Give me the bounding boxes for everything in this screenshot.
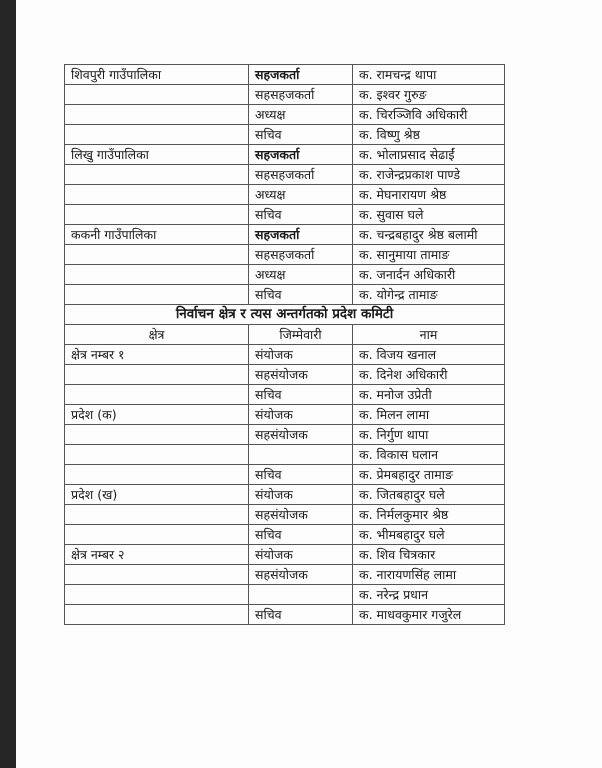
name-cell: क. नारायणसिंह लामा <box>353 565 505 585</box>
table-row <box>65 485 505 505</box>
table-row <box>65 605 505 625</box>
role-cell <box>249 445 353 465</box>
header-responsibility: जिम्मेवारी <box>249 325 353 345</box>
table-row <box>65 105 505 125</box>
area-cell <box>65 565 249 585</box>
area-cell <box>65 385 249 405</box>
role-cell: सहसहजकर्ता <box>249 85 353 105</box>
table-row <box>65 145 505 165</box>
name-cell: क. माधवकुमार गजुरेल <box>353 605 505 625</box>
table-row <box>65 165 505 185</box>
table-row <box>65 465 505 485</box>
area-cell <box>65 585 249 605</box>
area-cell: क्षेत्र नम्बर २ <box>65 545 249 565</box>
table-row <box>65 85 505 105</box>
role-cell: अध्यक्ष <box>249 185 353 205</box>
section-heading: निर्वाचन क्षेत्र र त्यस अन्तर्गतको प्रदेश कमिटी <box>65 305 505 325</box>
name-cell: क. सानुमाया तामाङ <box>353 245 505 265</box>
table-row <box>65 505 505 525</box>
palika-cell <box>65 245 249 265</box>
role-cell <box>249 585 353 605</box>
role-cell: सचिव <box>249 525 353 545</box>
name-cell: क. प्रेमबहादुर तामाङ <box>353 465 505 485</box>
name-cell: क. मिलन लामा <box>353 405 505 425</box>
area-cell <box>65 445 249 465</box>
table-row <box>65 265 505 285</box>
table-row <box>65 405 505 425</box>
committee-table <box>64 64 505 625</box>
role-cell: संयोजक <box>249 405 353 425</box>
palika-cell: शिवपुरी गाउँपालिका <box>65 65 249 85</box>
name-cell: क. भोलाप्रसाद सेढाईं <box>353 145 505 165</box>
role-cell: संयोजक <box>249 545 353 565</box>
name-cell: क. जितबहादुर घले <box>353 485 505 505</box>
name-cell: क. निर्मलकुमार श्रेष्ठ <box>353 505 505 525</box>
name-cell: क. मेघनारायण श्रेष्ठ <box>353 185 505 205</box>
palika-cell <box>65 105 249 125</box>
name-cell: क. दिनेश अधिकारी <box>353 365 505 385</box>
role-cell: सचिव <box>249 465 353 485</box>
table-row <box>65 205 505 225</box>
area-cell <box>65 365 249 385</box>
name-cell: क. नरेन्द्र प्रधान <box>353 585 505 605</box>
table-row <box>65 585 505 605</box>
role-cell: सचिव <box>249 385 353 405</box>
name-cell: क. मनोज उप्रेती <box>353 385 505 405</box>
name-cell: क. चन्द्रबहादुर श्रेष्ठ बलामी <box>353 225 505 245</box>
name-cell: क. राजेन्द्रप्रकाश पाण्डे <box>353 165 505 185</box>
role-cell: सहसंयोजक <box>249 365 353 385</box>
table-row <box>65 285 505 305</box>
section-heading-row <box>65 305 505 325</box>
palika-cell <box>65 165 249 185</box>
table-row <box>65 545 505 565</box>
table-row <box>65 425 505 445</box>
role-cell: सहसहजकर्ता <box>249 165 353 185</box>
palika-cell: लिखु गाउँपालिका <box>65 145 249 165</box>
palika-cell <box>65 125 249 145</box>
table-row <box>65 365 505 385</box>
palika-cell: ककनी गाउँपालिका <box>65 225 249 245</box>
role-cell: संयोजक <box>249 485 353 505</box>
name-cell: क. शिव चित्रकार <box>353 545 505 565</box>
palika-cell <box>65 185 249 205</box>
name-cell: क. जनार्दन अधिकारी <box>353 265 505 285</box>
table-row <box>65 345 505 365</box>
role-cell: अध्यक्ष <box>249 105 353 125</box>
area-cell <box>65 465 249 485</box>
area-cell: प्रदेश (क) <box>65 405 249 425</box>
header-name: नाम <box>353 325 505 345</box>
role-cell: सचिव <box>249 605 353 625</box>
name-cell: क. योगेन्द्र तामाङ <box>353 285 505 305</box>
area-cell <box>65 605 249 625</box>
role-cell: सचिव <box>249 285 353 305</box>
palika-cell <box>65 205 249 225</box>
table-row <box>65 525 505 545</box>
table-row <box>65 125 505 145</box>
role-cell: सहजकर्ता <box>249 225 353 245</box>
role-cell: सहसंयोजक <box>249 565 353 585</box>
area-cell: क्षेत्र नम्बर १ <box>65 345 249 365</box>
area-cell: प्रदेश (ख) <box>65 485 249 505</box>
name-cell: क. रामचन्द्र थापा <box>353 65 505 85</box>
name-cell: क. विजय खनाल <box>353 345 505 365</box>
area-cell <box>65 425 249 445</box>
role-cell: सहजकर्ता <box>249 65 353 85</box>
name-cell: क. भीमबहादुर घले <box>353 525 505 545</box>
role-cell: अध्यक्ष <box>249 265 353 285</box>
name-cell: क. इश्वर गुरुङ <box>353 85 505 105</box>
role-cell: संयोजक <box>249 345 353 365</box>
role-cell: सचिव <box>249 205 353 225</box>
role-cell: सहसहजकर्ता <box>249 245 353 265</box>
table-row <box>65 385 505 405</box>
table-row <box>65 565 505 585</box>
role-cell: सहसंयोजक <box>249 505 353 525</box>
table-row <box>65 185 505 205</box>
table-row <box>65 225 505 245</box>
name-cell: क. विकास घलान <box>353 445 505 465</box>
palika-cell <box>65 285 249 305</box>
role-cell: सहसंयोजक <box>249 425 353 445</box>
role-cell: सहजकर्ता <box>249 145 353 165</box>
header-area: क्षेत्र <box>65 325 249 345</box>
name-cell: क. विष्णु श्रेष्ठ <box>353 125 505 145</box>
name-cell: क. सुवास घले <box>353 205 505 225</box>
table-row <box>65 445 505 465</box>
area-cell <box>65 525 249 545</box>
palika-cell <box>65 265 249 285</box>
committee-header-row <box>65 325 505 345</box>
binder-edge <box>0 0 16 768</box>
role-cell: सचिव <box>249 125 353 145</box>
palika-cell <box>65 85 249 105</box>
area-cell <box>65 505 249 525</box>
table-row <box>65 65 505 85</box>
name-cell: क. निर्गुण थापा <box>353 425 505 445</box>
name-cell: क. चिरञ्जिवि अधिकारी <box>353 105 505 125</box>
table-row <box>65 245 505 265</box>
